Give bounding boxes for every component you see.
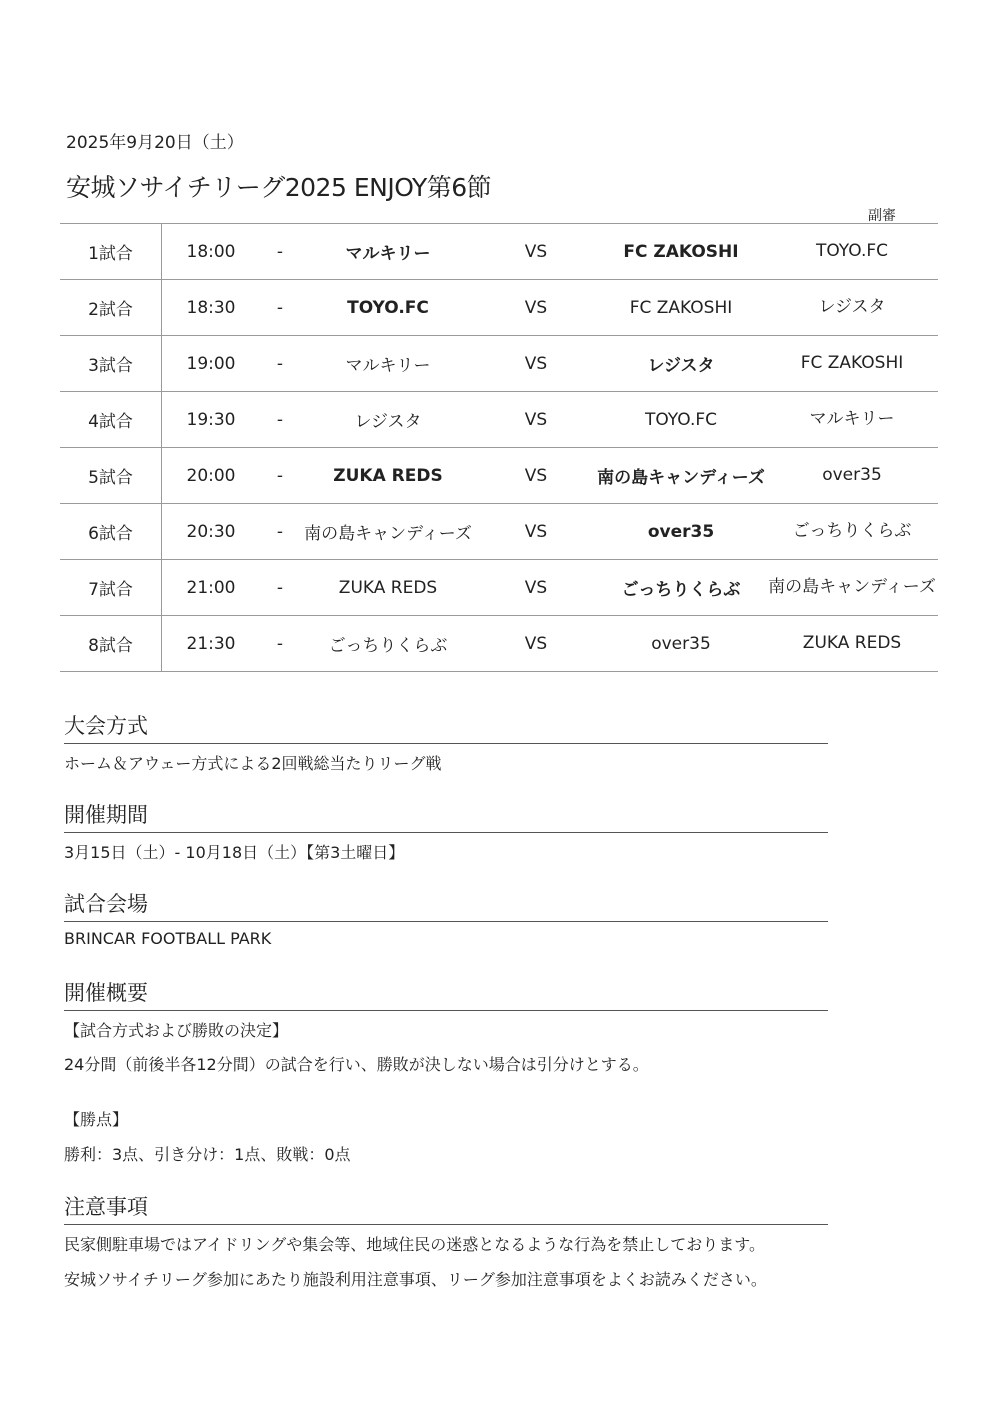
table-row — [60, 560, 938, 616]
points-text: 勝利：3点、引き分け：1点、敗戦：0点 — [64, 1145, 351, 1164]
time-dash: - — [276, 633, 284, 654]
period-text: 3月15日（土）- 10月18日（土）【第3土曜日】 — [64, 843, 405, 862]
table-row — [60, 504, 938, 560]
kickoff-time: 19:30 — [186, 409, 236, 430]
time-dash: - — [276, 465, 284, 486]
section-heading-overview: 開催概要 — [64, 977, 828, 1011]
format-text: ホーム＆アウェー方式による2回戦総当たりリーグ戦 — [64, 754, 442, 773]
match-date: 2025年9月20日（土） — [66, 133, 244, 153]
venue-text: BRINCAR FOOTBALL PARK — [64, 929, 272, 948]
away-team: 南の島キャンディーズ — [597, 468, 765, 488]
kickoff-time: 21:30 — [186, 633, 236, 654]
section-heading-format: 大会方式 — [64, 710, 828, 744]
referee-team: ごっちりくらぶ — [792, 521, 912, 541]
time-dash: - — [276, 353, 284, 374]
vs-label: VS — [524, 633, 548, 654]
match-number: 6試合 — [60, 504, 162, 560]
kickoff-time: 18:30 — [186, 297, 236, 318]
home-team: ZUKA REDS — [333, 465, 443, 486]
section-heading-notes: 注意事項 — [64, 1191, 828, 1225]
match-number: 8試合 — [60, 616, 162, 672]
table-row — [60, 224, 938, 280]
home-team: レジスタ — [354, 412, 422, 432]
home-team: ごっちりくらぶ — [328, 636, 448, 656]
away-team: FC ZAKOSHI — [629, 297, 733, 318]
points-label: 【勝点】 — [64, 1110, 129, 1129]
table-row — [60, 392, 938, 448]
vs-label: VS — [524, 465, 548, 486]
referee-column-header: 副審 — [868, 208, 896, 224]
referee-team: TOYO.FC — [815, 241, 889, 261]
match-number: 2試合 — [60, 280, 162, 336]
match-number: 5試合 — [60, 448, 162, 504]
vs-label: VS — [524, 297, 548, 318]
time-dash: - — [276, 521, 284, 542]
kickoff-time: 18:00 — [186, 241, 236, 262]
time-dash: - — [276, 241, 284, 262]
referee-team: マルキリー — [809, 409, 895, 429]
vs-label: VS — [524, 577, 548, 598]
match-number: 1試合 — [60, 224, 162, 280]
away-team: over35 — [651, 633, 711, 654]
referee-team: FC ZAKOSHI — [800, 353, 904, 373]
vs-label: VS — [524, 409, 548, 430]
match-number: 4試合 — [60, 392, 162, 448]
time-dash: - — [276, 409, 284, 430]
vs-label: VS — [524, 353, 548, 374]
table-row — [60, 448, 938, 504]
away-team: TOYO.FC — [644, 409, 718, 430]
table-row — [60, 280, 938, 336]
referee-team: 南の島キャンディーズ — [768, 577, 936, 597]
section-heading-venue: 試合会場 — [64, 888, 828, 922]
page-title: 安城ソサイチリーグ2025 ENJOY第6節 — [66, 173, 492, 202]
match-schedule-table — [60, 223, 938, 672]
kickoff-time: 20:30 — [186, 521, 236, 542]
home-team: 南の島キャンディーズ — [304, 524, 472, 544]
rules-text: 24分間（前後半各12分間）の試合を行い、勝敗が決しない場合は引分けとする。 — [64, 1055, 649, 1074]
notes-line-1: 民家側駐車場ではアイドリングや集会等、地域住民の迷惑となるような行為を禁止しております。 — [64, 1235, 765, 1254]
away-team: FC ZAKOSHI — [623, 241, 739, 262]
time-dash: - — [276, 577, 284, 598]
home-team: マルキリー — [345, 356, 431, 376]
section-heading-period: 開催期間 — [64, 799, 828, 833]
home-team: TOYO.FC — [347, 297, 429, 318]
referee-team: レジスタ — [818, 297, 886, 317]
vs-label: VS — [524, 241, 548, 262]
notes-line-2: 安城ソサイチリーグ参加にあたり施設利用注意事項、リーグ参加注意事項をよくお読みください。 — [64, 1270, 767, 1289]
kickoff-time: 20:00 — [186, 465, 236, 486]
referee-team: over35 — [822, 465, 882, 485]
away-team: over35 — [647, 521, 715, 542]
referee-team: ZUKA REDS — [802, 633, 902, 653]
kickoff-time: 21:00 — [186, 577, 236, 598]
table-row — [60, 616, 938, 672]
match-number: 3試合 — [60, 336, 162, 392]
home-team: ZUKA REDS — [338, 577, 438, 598]
vs-label: VS — [524, 521, 548, 542]
home-team: マルキリー — [345, 244, 431, 264]
rules-label: 【試合方式および勝敗の決定】 — [64, 1021, 289, 1040]
table-row — [60, 336, 938, 392]
away-team: ごっちりくらぶ — [621, 580, 741, 600]
away-team: レジスタ — [647, 356, 715, 376]
time-dash: - — [276, 297, 284, 318]
match-number: 7試合 — [60, 560, 162, 616]
kickoff-time: 19:00 — [186, 353, 236, 374]
